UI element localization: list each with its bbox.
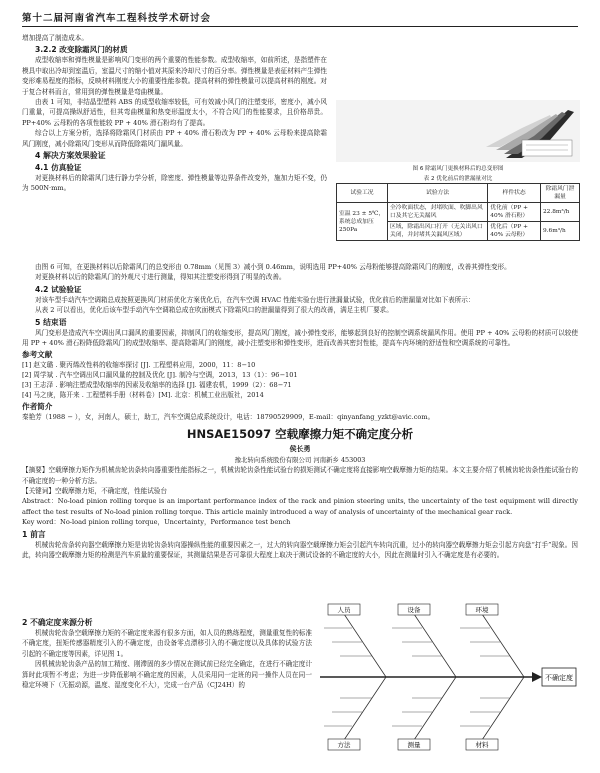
top-right-column (336, 100, 580, 241)
paragraph: 对更换材料后的除霜风门进行静力学分析，除密度、弹性模量等边界条件改变外，施加力矩不变，仍为 500N·mm。 (22, 174, 327, 193)
author-intro-title: 作者简介 (22, 402, 53, 412)
fishbone-diagram (316, 602, 578, 752)
bones-bottom (324, 677, 524, 740)
table-cell: 9.6m³/h (540, 222, 579, 241)
paragraph: 由表 1 可知，非结晶型塑料 ABS 的成型收缩率较低，可有效减小风门的注塑变形，密度小，减小风门重量，可提高操纵舒适性，但其弯曲模量和热变形温度太小，不符合风门的性能要求，且价格昂贵。PP+40% 云母粉的各项性能较 PP + 40% 滑石粉均有了提高。 (22, 98, 327, 127)
table-header-cell: 除霜风门泄漏量 (540, 184, 579, 203)
table-header-cell: 试验工况 (337, 184, 388, 203)
table-header-cell: 试验方法 (388, 184, 488, 203)
section-heading-2: 2 不确定度来源分析 (22, 618, 93, 627)
author-bio: 秦艳芳（1988 − ），女，河南人，硕士，助工，汽车空调总成系统设计，电话：18790529909，E-mail：qinyanfang_yzkt@avic.com。 (22, 413, 435, 422)
paragraph: 机械齿轮齿条空载摩擦力矩的不确定度来源有很多方面，如人员的熟练程度，测量重复性的标准不确定度，扭矩传感器精度引入的不确定度，由设备零点漂移引入的不确定度以及具体的试验方法引起的不确定度等因素，详见图 1。 (22, 629, 312, 658)
references-title: 参考文献 (22, 350, 53, 360)
paper-title: HNSAE15097 空载摩擦力矩不确定度分析 (186, 427, 414, 442)
top-left-column (22, 33, 327, 194)
paragraph: 成型收缩率和弹性模量是影响风门变形的两个重要的性能参数。成型收缩率，如前所述，是指塑件在模具中取出冷却到室温后，室温尺寸的缩小值对其原来冷却尺寸的百分率。弹性模量是表征材料产生弹性变形难易程度的指标，反映材料刚度大小的重要性能参数。提高材料的弹性模量可以提高材料的刚度。对于复合材料而言，常用到的弹性模量是弯曲模量。 (22, 56, 327, 96)
table-cell: 优化后（PP + 40% 云母粉） (488, 222, 541, 241)
section-heading-5: 5 结束语 (35, 317, 67, 327)
table-2-caption: 表 2 优化前后的泄漏量对比 (423, 176, 493, 182)
full-width-section (22, 262, 578, 561)
deformation-plot-icon (336, 100, 580, 162)
paper-affiliation: 豫北转向系统股份有限公司 河南新乡 453003 (234, 455, 366, 464)
cause-label-equipment: 设备 (407, 606, 421, 614)
paragraph: 增加提高了制造成本。 (22, 34, 88, 42)
table-2 (336, 183, 580, 241)
effect-label: 不确定度 (545, 674, 573, 682)
abstract-cn: 【摘要】空载摩擦力矩作为机械齿轮齿条转向器重要性能指标之一，机械齿轮齿条性能试验台的损矩测试不确定度将直接影响空载摩擦力矩的结果。本文主要介绍了机械齿轮齿条性能试验台的不确定度的一种分析方法。 (22, 466, 578, 485)
section-heading-1: 1 前言 (22, 529, 46, 539)
paragraph: 综合以上方案分析，选择将除霜风门材质由 PP + 40% 滑石粉改为 PP + 40% 云母粉来提高除霜风门刚度，减小除霜风门变形从而降低除霜风门漏风量。 (22, 129, 327, 148)
paragraph: 由图 6 可知，在更换材料以后除霜风门的总变形由 0.78mm（见图 3）减小到 0.46mm，说明选用 PP+40% 云母粉能够提高除霜风门的刚度，改善其弹性变形。 (35, 263, 511, 271)
table-header-row (337, 184, 580, 203)
cause-label-people: 人员 (337, 606, 351, 614)
paragraph: 风门变形是造成汽车空调出风口漏风的重要因素，抑制风门的收缩变形，提高风门刚度，减小弹性变形，能够起到良好的控制空调系统漏风作用。使用 PP + 40% 云母粉的材质可以较使用 PP + 40% 滑石粉降低除霜风门的成型收缩率、提高除霜风门的刚度，减小注塑变形和弹性变形，进而改善其密封性能，提高车内环境的舒适性和空调系统的可靠性。 (22, 328, 578, 348)
paragraph: 因机械齿轮齿条产品的加工精度、刚滞固的多少情况在测试前已经完全确定，在进行不确定度计算时此项暂不考虑；为进一步降低影响不确定度的因素，人员采用同一定班的同一操作人员在同一稳定环境下（无振动源，温度、湿度变化不大），完成一台产品（CJ24H）的 (22, 660, 312, 690)
bones-top (324, 614, 524, 677)
bottom-left-column (22, 616, 312, 690)
table-cell: 22.8m³/h (540, 203, 579, 222)
reference-item: [4] 马之庚，陈开来 . 工程塑料手册（材料卷）[M]. 北京：机械工业出版社，2014 (22, 391, 264, 400)
paragraph: 对该车型手动汽车空调箱总成按照更换风门材质优化方案优化后，在汽车空调 HVAC 性能实验台进行泄漏量试验，优化前后的泄漏量对比如下表所示： (35, 295, 475, 304)
cause-label-method: 方法 (337, 741, 351, 749)
cause-label-environment: 环境 (475, 606, 489, 614)
cause-label-material: 材料 (475, 741, 489, 749)
section-heading-3-2-2: 3.2.2 改变除霜风门的材质 (35, 45, 128, 55)
section-heading-4: 4 解决方案效果验证 (35, 151, 106, 161)
figure-6-image (336, 100, 580, 162)
arrow-head-icon (532, 672, 542, 682)
table-cell: 室温 23 ± 5℃，系统总成加压 250Pa (337, 203, 388, 241)
running-head: 第十二届河南省汽车工程科技学术研讨会 (22, 10, 578, 27)
paragraph: 机械齿轮齿条转向器空载摩擦力矩是齿轮齿条转向器操纵性能的重要因素之一，过大的转向器空载摩擦力矩会引起汽车转向沉重，过小的转向器空载摩擦力矩会引起方向盘“打手”现象。因此，转向器空载摩擦力矩的检测是汽车质量的重要保证，其测量结果是否可靠很大程度上取决于测试设备的不确定度的大小，因此在测量时引入不确定度是有必要的。 (22, 540, 578, 560)
keywords-cn: 【关键词】空载摩擦力矩，不确定度，性能试验台 (22, 487, 168, 496)
abstract-en: Abstract：No-load pinion rolling torque is an important performance index of the rack and pinion steering units, the uncertainty of the test equipment will directly affect the test results of No-load pinion rolling torque. This article mainly introduced a way of analysis of uncertainty of the mechanical gear rack. (22, 497, 578, 516)
reference-item: [3] 王志泽 . 影响注塑成型收缩率的因素及收缩率的选择 [J]. 福建农机，1999（2）：68−71 (22, 381, 292, 390)
section-heading-4-1: 4.1 仿真验证 (35, 163, 82, 173)
paper-author: 侯长勇 (289, 444, 311, 454)
paragraph: 对更换材料以后的除霜风门的外观尺寸进行测量，得知其注塑变形得到了明显的改善。 (35, 273, 286, 282)
fishbone-diagram-svg (316, 602, 578, 752)
section-heading-4-2: 4.2 试验验证 (35, 284, 82, 294)
reference-item: [1] 赵文璐 . 聚丙烯改性料的收缩率探讨 [J]. 工程塑料应用，2000，11：8−10 (22, 361, 256, 370)
table-cell: 优化前（PP + 40% 滑石粉） (488, 203, 541, 222)
table-row (337, 203, 580, 222)
reference-item: [2] 周学斌 . 汽车空调出风口漏风量的控制及优化 [J]. 制冷与空调，2013，13（1）：96−101 (22, 371, 298, 380)
table-cell: 区域，除霜出风口打开（无关出风口关闭，并封堵其关漏风区域） (388, 222, 488, 241)
table-cell: 全冷吹面状态，封堵吹面、吹脚出风口及其它无关漏风 (388, 203, 488, 222)
figure-6-caption: 图 6 除霜风门更换材料后的总变形图 (412, 166, 504, 172)
references (22, 349, 578, 422)
cause-label-measurement: 测量 (407, 741, 421, 749)
keywords-en: Key word：No-load pinion rolling torque，Uncertainty，Performance test bench (22, 518, 291, 527)
paragraph: 从表 2 可以看出，优化后该车型手动汽车空调箱总成在吹面模式下除霜风口的泄漏量得到了很大的改善，满足主机厂要求。 (35, 306, 393, 315)
table-header-cell: 样件状态 (488, 184, 541, 203)
